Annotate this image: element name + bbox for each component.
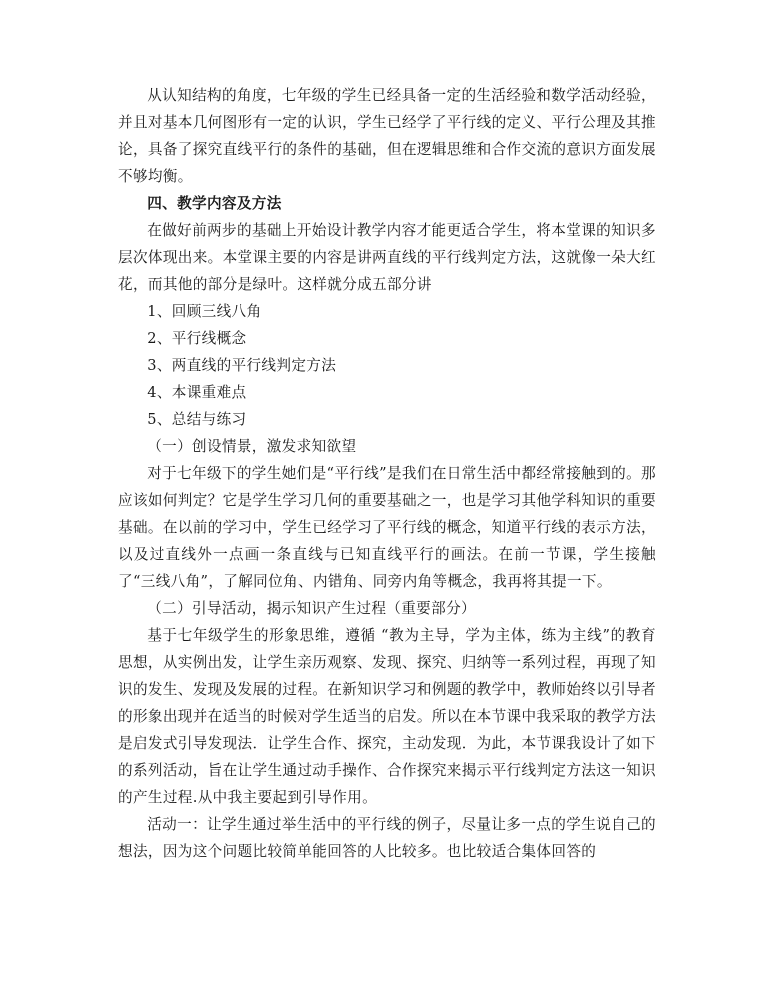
list-item: 1、回顾三线八角 bbox=[147, 303, 262, 320]
paragraph-activity-one: 活动一：让学生通过举生活中的平行线的例子，尽量让多一点的学生说自己的想法，因为这个问题比较简单能回答的人比较多。也比较适合集体回答的 bbox=[118, 816, 656, 860]
list-item: 3、两直线的平行线判定方法 bbox=[147, 357, 337, 374]
list-item: 4、本课重难点 bbox=[147, 384, 247, 401]
section-heading-content-methods: 四、教学内容及方法 bbox=[147, 195, 282, 212]
list-item: 5、总结与练习 bbox=[147, 411, 247, 428]
paragraph-scenario: 对于七年级下的学生她们是“平行线”是我们在日常生活中都经常接触到的。那应该如何判定？它是学生学习几何的重要基础之一，也是学习其他学科知识的重要基础。在以前的学习中，学生已经学习了平行线的概念，知道平行线的表示方法，以及过直线外一点画一条直线与已知直线平行的画法。在前一节课，学生接触了“三线八角”，了解同位角、内错角、同旁内角等概念，我再将其提一下。 bbox=[118, 465, 656, 590]
paragraph-guided-activity: 基于七年级学生的形象思维，遵循 “教为主导，学为主体，练为主线”的教育思想，从实例出发，让学生亲历观察、发现、探究、归纳等一系列过程，再现了知识的发生、发现及发展的过程。在新知识学习和例题的教学中，教师始终以引导者的形象出现并在适当的时候对学生适当的启发。所以在本节课中我采取的教学方法是启发式引导发现法．让学生合作、探究，主动发现．为此，本节课我设计了如下的系列活动，旨在让学生通过动手操作、合作探究来揭示平行线判定方法这一知识的产生过程.从中我主要起到引导作用。 bbox=[118, 627, 656, 806]
subheading-scenario: （一）创设情景，激发求知欲望 bbox=[147, 438, 357, 455]
document-body bbox=[118, 82, 656, 865]
subheading-guided-activity: （二）引导活动，揭示知识产生过程（重要部分） bbox=[147, 600, 476, 617]
paragraph-content-design: 在做好前两步的基础上开始设计教学内容才能更适合学生，将本堂课的知识多层次体现出来。本堂课主要的内容是讲两直线的平行线判定方法，这就像一朵大红花，而其他的部分是绿叶。这样就分成五部分讲 bbox=[118, 222, 656, 293]
paragraph-cognitive-structure: 从认知结构的角度，七年级的学生已经具备一定的生活经验和数学活动经验，并且对基本几何图形有一定的认识，学生已经学了平行线的定义、平行公理及其推论，具备了探究直线平行的条件的基础，但在逻辑思维和合作交流的意识方面发展不够均衡。 bbox=[118, 87, 656, 185]
list-item: 2、平行线概念 bbox=[147, 330, 247, 347]
